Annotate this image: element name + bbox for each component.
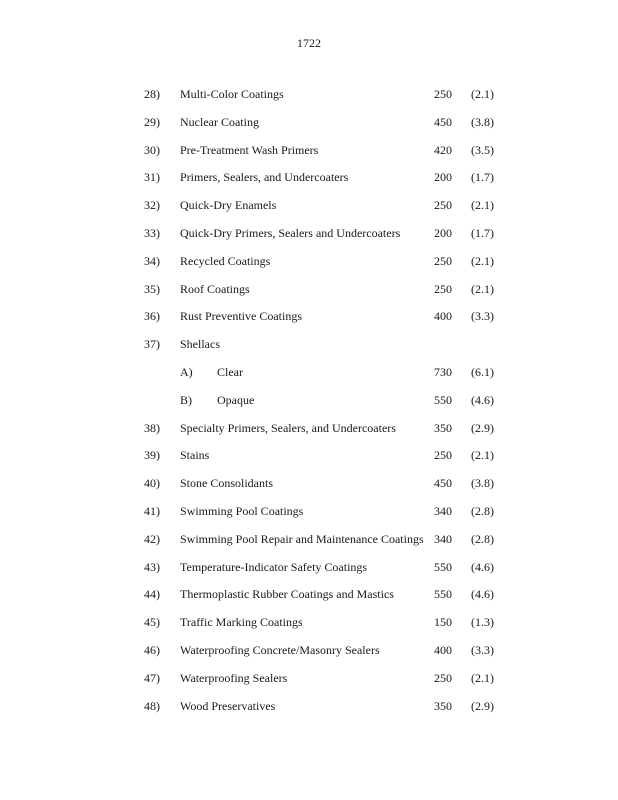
item-value: 550 bbox=[434, 392, 452, 407]
item-value: 250 bbox=[434, 253, 452, 268]
item-label: Quick-Dry Enamels bbox=[180, 198, 277, 213]
list-item bbox=[0, 252, 618, 280]
sub-list-item bbox=[0, 391, 618, 419]
list-item bbox=[0, 196, 618, 224]
list-item bbox=[0, 641, 618, 669]
item-label: Rust Preventive Coatings bbox=[180, 309, 302, 324]
list-item bbox=[0, 474, 618, 502]
item-label: Specialty Primers, Sealers, and Undercoaters bbox=[180, 420, 396, 435]
item-number: B) bbox=[180, 392, 192, 407]
item-label: Primers, Sealers, and Undercoaters bbox=[180, 170, 349, 185]
item-label: Clear bbox=[217, 364, 243, 379]
item-number: 45) bbox=[144, 615, 160, 630]
item-value-alt-unit: (4.6) bbox=[471, 587, 494, 602]
item-value-alt-unit: (4.6) bbox=[471, 392, 494, 407]
item-value-alt-unit: (3.8) bbox=[471, 114, 494, 129]
sub-list-item bbox=[0, 363, 618, 391]
item-value: 420 bbox=[434, 142, 452, 157]
list-item bbox=[0, 669, 618, 697]
list-item bbox=[0, 307, 618, 335]
item-label: Opaque bbox=[217, 392, 255, 407]
item-value: 250 bbox=[434, 87, 452, 101]
item-number: 48) bbox=[144, 698, 160, 713]
item-number: 31) bbox=[144, 170, 160, 185]
list-item bbox=[0, 141, 618, 169]
item-value-alt-unit: (2.1) bbox=[471, 87, 494, 101]
item-value-alt-unit: (2.1) bbox=[471, 198, 494, 213]
item-number: 42) bbox=[144, 531, 160, 546]
item-value-alt-unit: (3.8) bbox=[471, 476, 494, 491]
item-number: 28) bbox=[144, 87, 160, 101]
list-item bbox=[0, 168, 618, 196]
item-value-alt-unit: (1.7) bbox=[471, 225, 494, 240]
item-number: 44) bbox=[144, 587, 160, 602]
item-value-alt-unit: (2.9) bbox=[471, 698, 494, 713]
item-value-alt-unit: (2.1) bbox=[471, 253, 494, 268]
item-number: 47) bbox=[144, 670, 160, 685]
item-value-alt-unit: (2.8) bbox=[471, 503, 494, 518]
item-value: 400 bbox=[434, 309, 452, 324]
item-number: 33) bbox=[144, 225, 160, 240]
page-number: 1722 bbox=[297, 36, 321, 50]
list-item bbox=[0, 502, 618, 530]
item-label: Waterproofing Concrete/Masonry Sealers bbox=[180, 642, 380, 657]
item-value-alt-unit: (2.1) bbox=[471, 448, 494, 463]
item-number: 40) bbox=[144, 476, 160, 491]
coating-limits-list bbox=[0, 85, 618, 724]
item-number: 34) bbox=[144, 253, 160, 268]
item-value: 200 bbox=[434, 170, 452, 185]
list-item bbox=[0, 113, 618, 141]
item-number: A) bbox=[180, 364, 193, 379]
item-label: Stone Consolidants bbox=[180, 476, 274, 491]
item-number: 32) bbox=[144, 198, 160, 213]
item-value-alt-unit: (2.1) bbox=[471, 670, 494, 685]
item-number: 39) bbox=[144, 448, 160, 463]
item-label: Quick-Dry Primers, Sealers and Undercoaters bbox=[180, 225, 401, 240]
item-label: Thermoplastic Rubber Coatings and Mastics bbox=[180, 587, 394, 602]
item-label: Shellacs bbox=[180, 337, 220, 352]
item-label: Nuclear Coating bbox=[180, 114, 259, 129]
item-label: Multi-Color Coatings bbox=[180, 87, 284, 101]
item-value: 450 bbox=[434, 476, 452, 491]
item-value: 550 bbox=[434, 559, 452, 574]
item-number: 36) bbox=[144, 309, 160, 324]
list-item bbox=[0, 446, 618, 474]
item-value-alt-unit: (2.8) bbox=[471, 531, 494, 546]
item-value-alt-unit: (6.1) bbox=[471, 364, 494, 379]
list-item bbox=[0, 419, 618, 447]
item-value-alt-unit: (1.7) bbox=[471, 170, 494, 185]
item-number: 41) bbox=[144, 503, 160, 518]
item-value: 150 bbox=[434, 615, 452, 630]
item-number: 35) bbox=[144, 281, 160, 296]
item-value-alt-unit: (1.3) bbox=[471, 615, 494, 630]
item-value-alt-unit: (2.9) bbox=[471, 420, 494, 435]
list-item bbox=[0, 224, 618, 252]
item-number: 30) bbox=[144, 142, 160, 157]
item-value: 340 bbox=[434, 531, 452, 546]
item-value: 200 bbox=[434, 225, 452, 240]
list-item bbox=[0, 335, 618, 363]
item-number: 37) bbox=[144, 337, 160, 352]
item-number: 38) bbox=[144, 420, 160, 435]
item-value: 250 bbox=[434, 198, 452, 213]
list-item bbox=[0, 558, 618, 586]
item-value: 250 bbox=[434, 448, 452, 463]
item-value: 350 bbox=[434, 698, 452, 713]
item-value-alt-unit: (4.6) bbox=[471, 559, 494, 574]
list-item bbox=[0, 530, 618, 558]
item-value: 340 bbox=[434, 503, 452, 518]
item-label: Traffic Marking Coatings bbox=[180, 615, 303, 630]
item-label: Stains bbox=[180, 448, 210, 463]
item-value: 400 bbox=[434, 642, 452, 657]
item-label: Temperature-Indicator Safety Coatings bbox=[180, 559, 368, 574]
item-value: 350 bbox=[434, 420, 452, 435]
list-item bbox=[0, 585, 618, 613]
item-number: 43) bbox=[144, 559, 160, 574]
list-item bbox=[0, 613, 618, 641]
list-item bbox=[0, 280, 618, 308]
item-value: 250 bbox=[434, 670, 452, 685]
item-label: Waterproofing Sealers bbox=[180, 670, 288, 685]
item-value-alt-unit: (2.1) bbox=[471, 281, 494, 296]
item-value: 730 bbox=[434, 364, 452, 379]
item-label: Wood Preservatives bbox=[180, 698, 276, 713]
item-value-alt-unit: (3.5) bbox=[471, 142, 494, 157]
item-label: Swimming Pool Coatings bbox=[180, 503, 304, 518]
item-value-alt-unit: (3.3) bbox=[471, 309, 494, 324]
item-value: 250 bbox=[434, 281, 452, 296]
item-label: Roof Coatings bbox=[180, 281, 250, 296]
item-label: Pre-Treatment Wash Primers bbox=[180, 142, 319, 157]
item-label: Recycled Coatings bbox=[180, 253, 271, 268]
item-number: 46) bbox=[144, 642, 160, 657]
list-item bbox=[0, 697, 618, 725]
item-value: 450 bbox=[434, 114, 452, 129]
item-number: 29) bbox=[144, 114, 160, 129]
item-label: Swimming Pool Repair and Maintenance Coatings bbox=[180, 531, 424, 546]
list-item bbox=[0, 85, 618, 113]
item-value-alt-unit: (3.3) bbox=[471, 642, 494, 657]
item-value: 550 bbox=[434, 587, 452, 602]
